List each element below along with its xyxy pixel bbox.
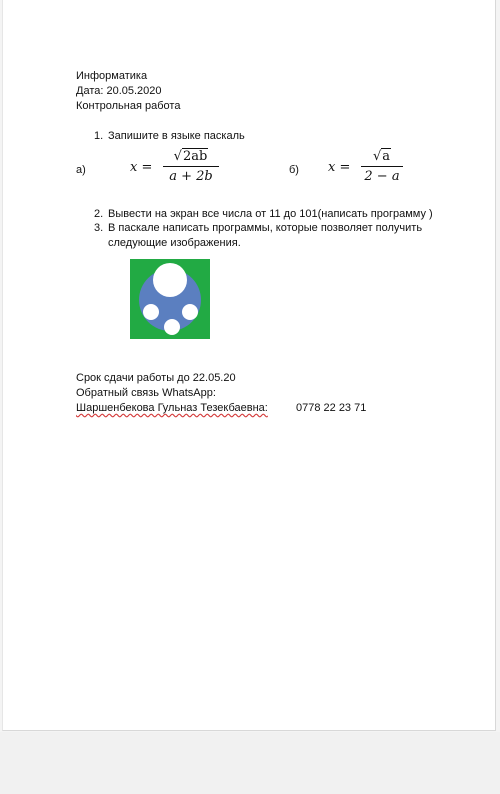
task-3-number: 3. (94, 222, 104, 234)
formula-b (328, 148, 418, 190)
image-left-white-circle (143, 304, 159, 320)
formula-b-denominator: 2 − a (364, 169, 400, 184)
image-bottom-white-circle (164, 319, 180, 335)
image-top-white-circle (153, 263, 187, 297)
task-1-number: 1. (94, 130, 104, 142)
task-1-text: Запишите в языке паскаль (108, 130, 245, 142)
formula-b-fraction: √a 2 − a (361, 148, 403, 184)
task-2-text: Вывести на экран все числа от 11 до 101(написать программу ) (108, 208, 433, 220)
subject-title: Информатика (76, 70, 148, 82)
formula-a (130, 148, 230, 190)
formula-a-label: а) (76, 164, 86, 176)
formula-a-fraction: √2ab a + 2b (163, 148, 219, 184)
viewer-background (0, 732, 500, 794)
image-right-white-circle (182, 304, 198, 320)
teacher-name: Шаршенбекова Гульназ Тезекбаевна: (76, 402, 268, 414)
formula-a-denominator: a + 2b (169, 169, 213, 184)
formula-a-numerator: 2ab (182, 149, 208, 164)
task-2-number: 2. (94, 208, 104, 220)
date-line: Дата: 20.05.2020 (76, 85, 162, 97)
contact-line: Обратный связь WhatsApp: (76, 387, 216, 399)
task-3-text-line1: В паскале написать программы, которые позволяет получить (108, 222, 423, 234)
formula-b-label: б) (289, 164, 299, 176)
formula-a-lhs: x = (130, 160, 153, 175)
work-type: Контрольная работа (76, 100, 181, 112)
task-3-text-line2: следующие изображения. (108, 237, 241, 249)
target-image (130, 259, 210, 339)
formula-b-numerator: a (382, 149, 391, 164)
deadline-line: Срок сдачи работы до 22.05.20 (76, 372, 236, 384)
phone-number: 0778 22 23 71 (296, 402, 367, 414)
formula-b-lhs: x = (328, 160, 351, 175)
